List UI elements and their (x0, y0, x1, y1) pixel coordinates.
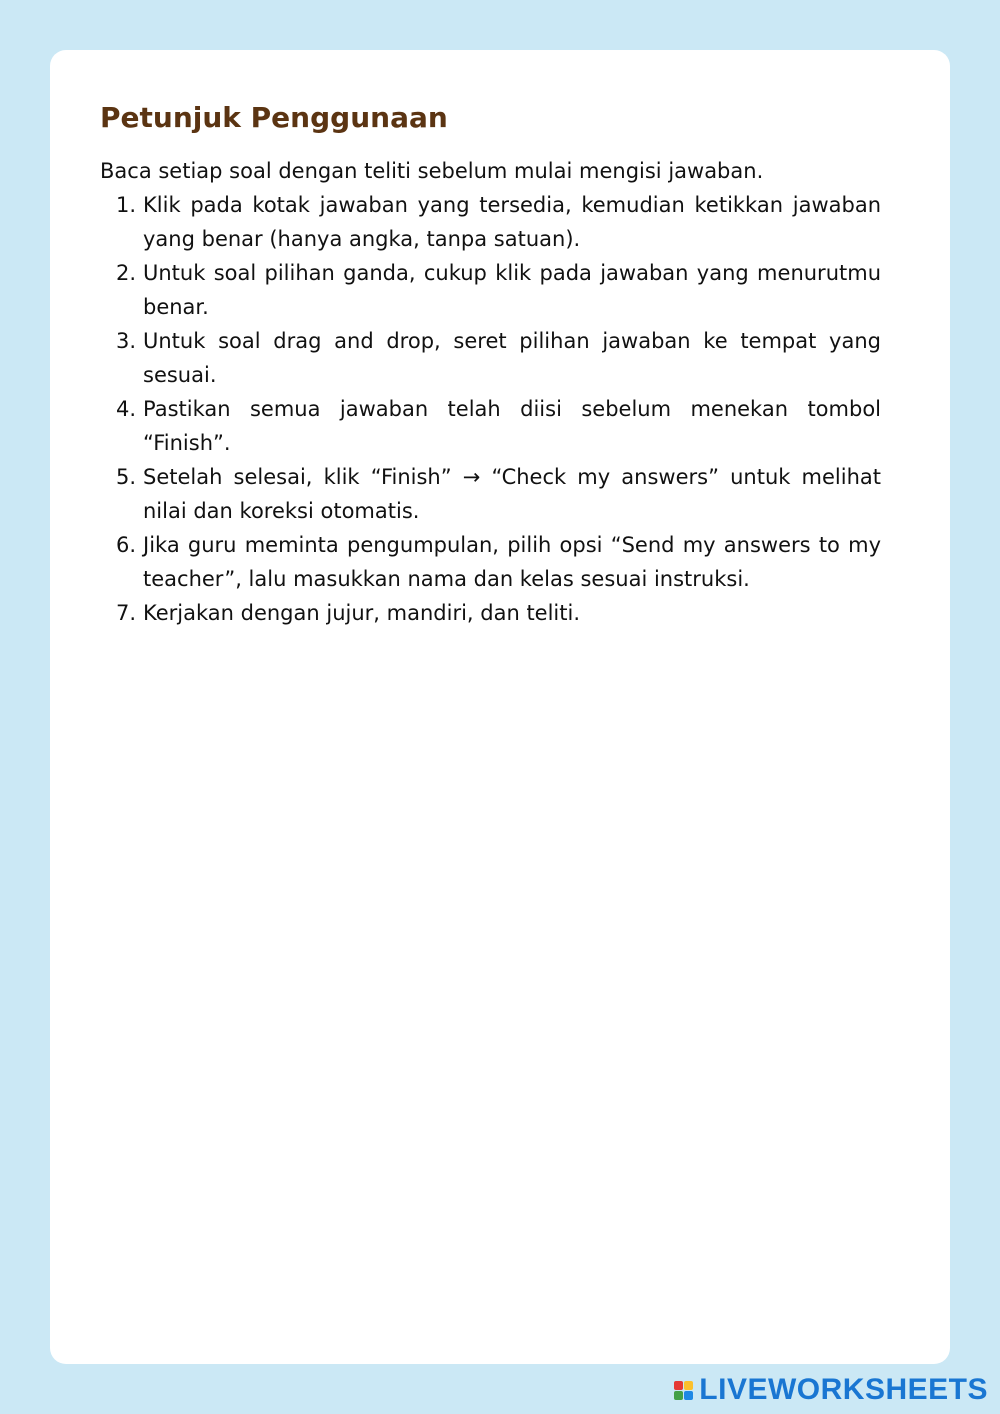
step-text: Klik pada kotak jawaban yang tersedia, kemudian ketikkan jawaban yang benar (hanya angka, tanpa satuan). (143, 193, 881, 251)
logo-square (684, 1391, 693, 1400)
liveworksheets-logo (674, 1372, 988, 1408)
step-text: Kerjakan dengan jujur, mandiri, dan teliti. (143, 601, 581, 625)
list-item (100, 324, 881, 392)
list-item (100, 528, 881, 596)
liveworksheets-logo-icon (674, 1381, 693, 1400)
steps-list (100, 188, 881, 630)
logo-square (684, 1381, 693, 1390)
list-item (100, 596, 881, 630)
intro-text: Baca setiap soal dengan teliti sebelum mulai mengisi jawaban. (100, 159, 764, 183)
step-number: 3. (116, 329, 137, 353)
step-number: 2. (116, 261, 137, 285)
list-item (100, 188, 881, 256)
logo-square (674, 1381, 683, 1390)
step-text: Pastikan semua jawaban telah diisi sebelum menekan tombol “Finish”. (143, 397, 881, 455)
list-item (100, 256, 881, 324)
step-number: 1. (116, 193, 137, 217)
step-text: Setelah selesai, klik “Finish” → “Check my answers” untuk melihat nilai dan koreksi otomatis. (143, 465, 881, 523)
logo-square (674, 1391, 683, 1400)
step-text: Untuk soal drag and drop, seret pilihan jawaban ke tempat yang sesuai. (143, 329, 881, 387)
list-item (100, 392, 881, 460)
instructions-card (50, 50, 950, 1364)
step-number: 4. (116, 397, 137, 421)
step-text: Untuk soal pilihan ganda, cukup klik pada jawaban yang menurutmu benar. (143, 261, 881, 319)
page-title: Petunjuk Penggunaan (100, 101, 448, 134)
step-number: 5. (116, 465, 137, 489)
step-number: 7. (116, 601, 137, 625)
list-item (100, 460, 881, 528)
instructions-content (100, 98, 881, 630)
step-number: 6. (116, 533, 137, 557)
step-text: Jika guru meminta pengumpulan, pilih opsi “Send my answers to my teacher”, lalu masukkan nama dan kelas sesuai instruksi. (143, 533, 881, 591)
brand-name: LIVEWORKSHEETS (699, 1373, 988, 1406)
